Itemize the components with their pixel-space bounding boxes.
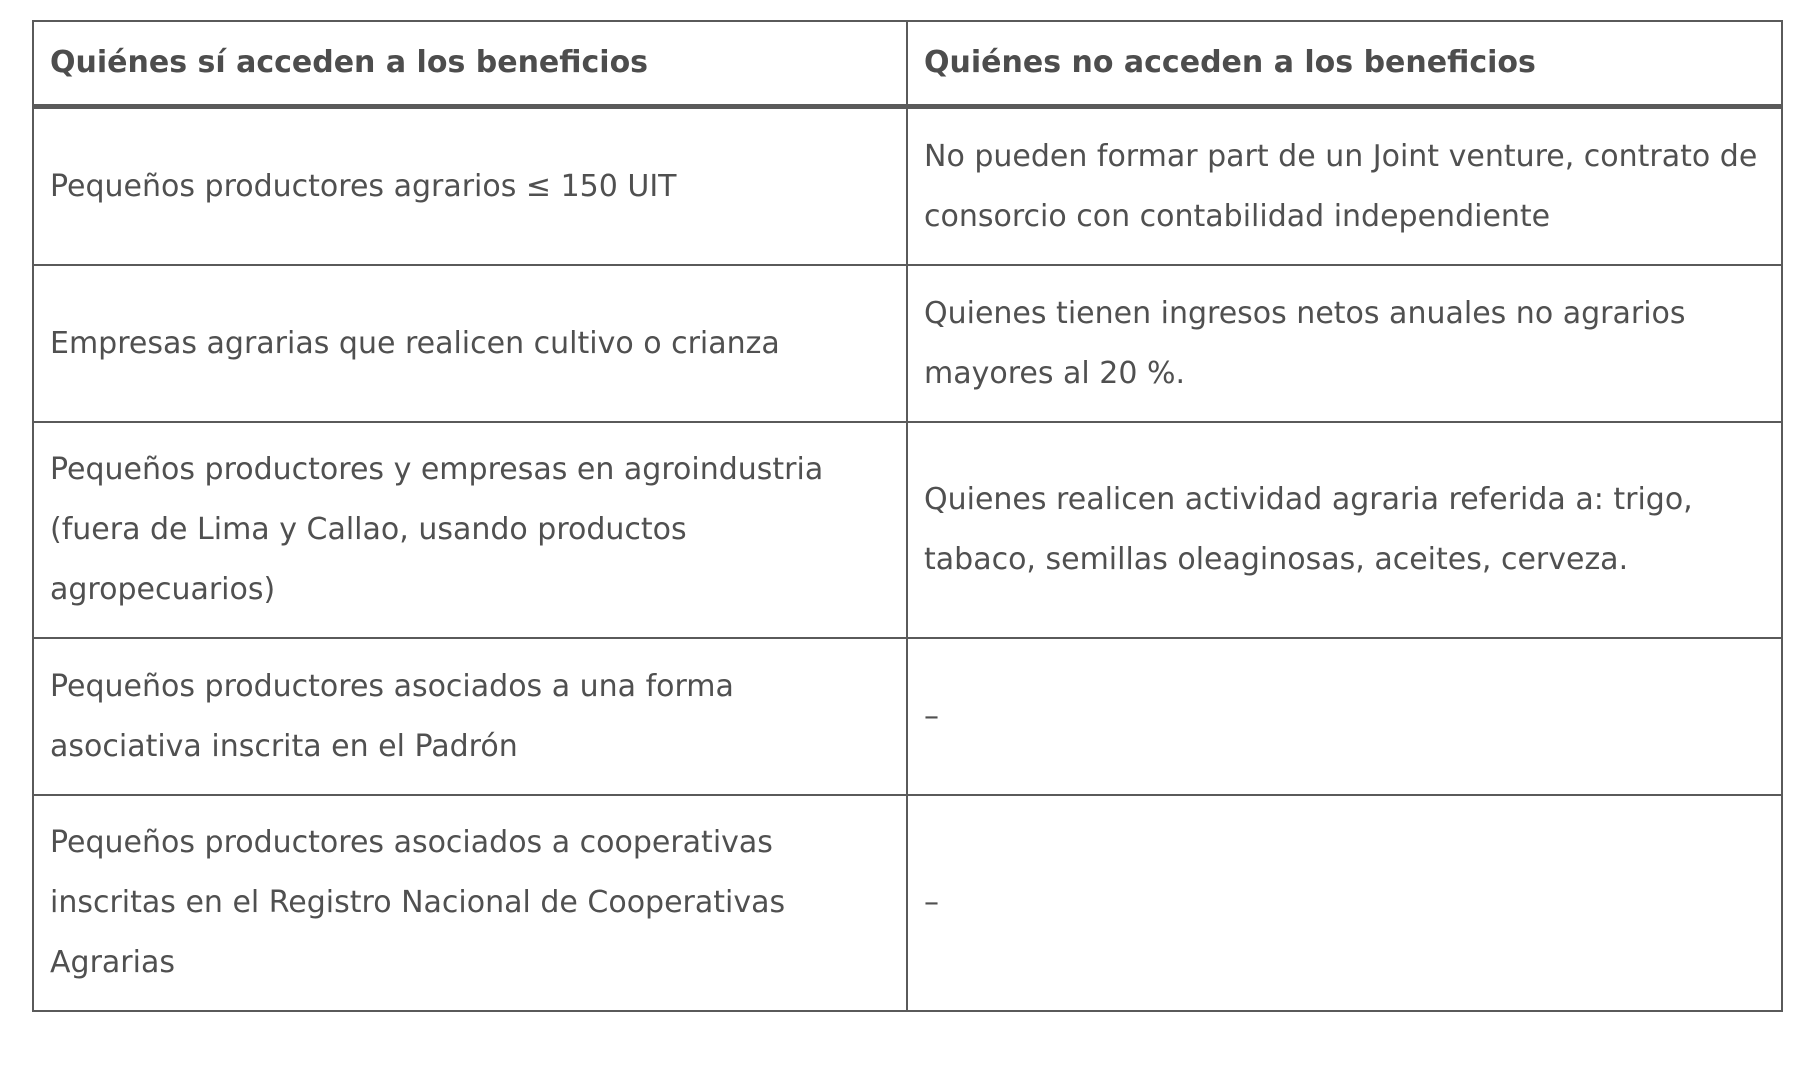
table-row <box>33 422 1782 638</box>
table-row <box>33 795 1782 1011</box>
cell-no-acceden: No pueden formar part de un Joint venture, contrato de consorcio con contabilidad independiente <box>907 107 1782 266</box>
cell-no-acceden: Quienes realicen actividad agraria referida a: trigo, tabaco, semillas oleaginosas, aceites, cerveza. <box>907 422 1782 638</box>
table-row <box>33 638 1782 795</box>
cell-no-acceden: – <box>907 795 1782 1011</box>
cell-no-acceden: – <box>907 638 1782 795</box>
header-si-acceden: Quiénes sí acceden a los beneficios <box>33 21 907 107</box>
cell-si-acceden: Pequeños productores asociados a cooperativas inscritas en el Registro Nacional de Cooperativas Agrarias <box>33 795 907 1011</box>
cell-si-acceden: Pequeños productores y empresas en agroindustria (fuera de Lima y Callao, usando productos agropecuarios) <box>33 422 907 638</box>
table-header <box>33 21 1782 107</box>
cell-no-acceden: Quienes tienen ingresos netos anuales no agrarios mayores al 20 %. <box>907 265 1782 422</box>
table-body <box>33 107 1782 1012</box>
cell-si-acceden: Empresas agrarias que realicen cultivo o crianza <box>33 265 907 422</box>
cell-si-acceden: Pequeños productores agrarios ≤ 150 UIT <box>33 107 907 266</box>
header-row <box>33 21 1782 107</box>
header-no-acceden: Quiénes no acceden a los beneficios <box>907 21 1782 107</box>
benefits-table <box>32 20 1783 1012</box>
table-row <box>33 265 1782 422</box>
table-row <box>33 107 1782 266</box>
cell-si-acceden: Pequeños productores asociados a una forma asociativa inscrita en el Padrón <box>33 638 907 795</box>
